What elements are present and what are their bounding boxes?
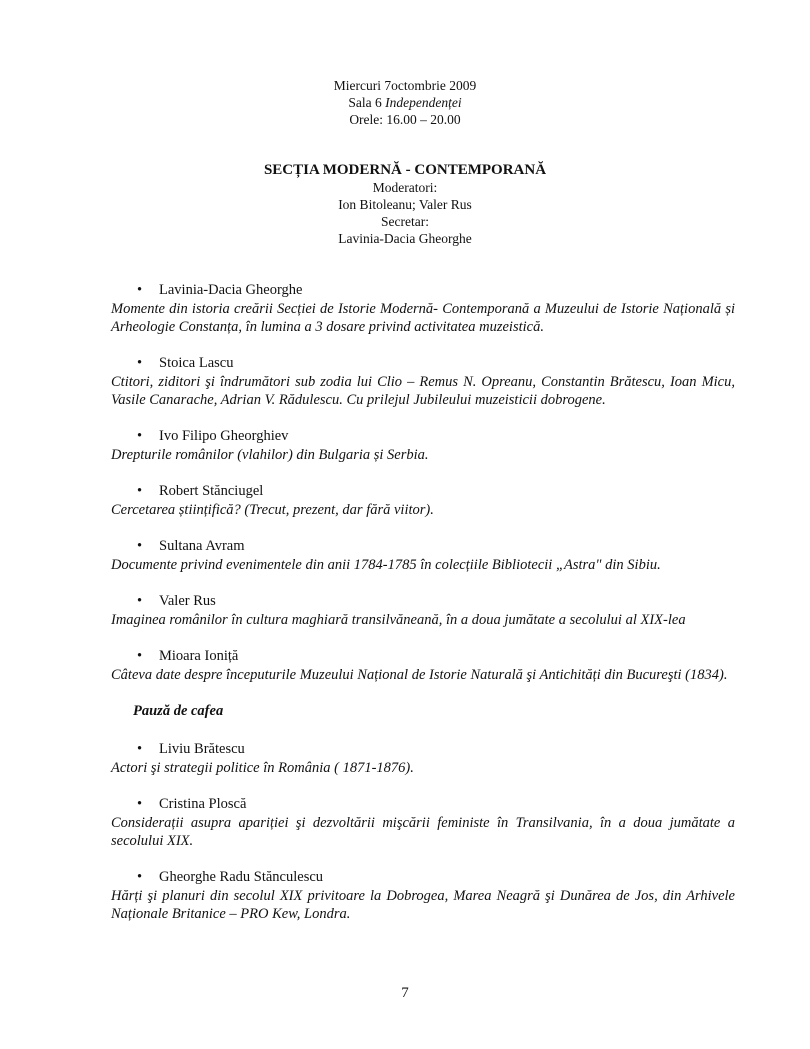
session-date: Miercuri 7octombrie 2009 [333,78,477,93]
presentation-entry [111,427,735,464]
speaker-name: Ivo Filipo Gheorghiev [159,428,289,444]
presentation-entry [111,868,735,923]
room-name: Independenței [385,95,462,110]
bullet-icon: • [137,593,143,609]
session-hours: Orele: 16.00 – 20.00 [349,112,461,127]
speaker-line [111,647,735,666]
bullet-icon: • [137,741,143,757]
paper-title: Imaginea românilor în cultura maghiară transilvăneană, în a doua jumătate a secolului al XIX-lea [111,612,686,628]
speaker-name: Cristina Ploscă [159,796,247,812]
presentation-group-1 [111,281,735,684]
presentation-list [111,281,735,941]
speaker-line [111,354,735,373]
bullet-icon: • [137,428,143,444]
speaker-name: Lavinia-Dacia Gheorghe [159,282,303,298]
secretary-name: Lavinia-Dacia Gheorghe [338,231,472,246]
paper-title: Considerații asupra apariției şi dezvoltării mişcării feministe în Transilvania, în a doua jumătate a secolului XIX. [111,815,735,849]
coffee-break: Pauză de cafea [133,703,224,719]
bullet-icon: • [137,869,143,885]
paper-title: Hărți şi planuri din secolul XIX privitoare la Dobrogea, Marea Neagră şi Dunărea de Jos, din Arhivele Naționale Britanice – PRO Kew, Londra. [111,888,735,922]
session-header [0,77,810,128]
speaker-name: Valer Rus [159,593,216,609]
paper-title: Momente din istoria creării Secției de Istorie Modernă- Contemporană a Muzeului de Istorie Națională și Arheologie Constanța, în lumina a 3 dosare privind activitatea muzeistică. [111,301,735,335]
presentation-entry [111,537,735,574]
speaker-name: Gheorghe Radu Stănculescu [159,869,324,885]
session-room [0,94,810,111]
bullet-icon: • [137,648,143,664]
bullet-icon: • [137,282,143,298]
room-prefix: Sala 6 [348,95,386,110]
speaker-name: Liviu Brătescu [159,741,245,757]
speaker-line [111,740,735,759]
presentation-entry [111,795,735,850]
presentation-entry [111,740,735,777]
speaker-line [111,868,735,887]
presentation-entry [111,281,735,336]
speaker-line [111,537,735,556]
section-title: SECȚIA MODERNĂ - CONTEMPORANĂ [263,162,547,178]
presentation-entry [111,482,735,519]
speaker-line [111,281,735,300]
page-number: 7 [401,985,409,1001]
paper-title: Câteva date despre începuturile Muzeului Național de Istorie Naturală şi Antichități din Bucureşti (1834). [111,667,728,683]
speaker-line [111,795,735,814]
bullet-icon: • [137,796,143,812]
paper-title: Documente privind evenimentele din anii 1784-1785 în colecțiile Bibliotecii „Astra" din Sibiu. [111,557,661,573]
bullet-icon: • [137,355,143,371]
presentation-entry [111,592,735,629]
bullet-icon: • [137,483,143,499]
moderators-names: Ion Bitoleanu; Valer Rus [338,197,472,212]
speaker-name: Mioara Ioniță [159,648,239,664]
speaker-line [111,482,735,501]
speaker-name: Robert Stănciugel [159,483,264,499]
speaker-line [111,592,735,611]
presentation-entry [111,647,735,684]
section-header [0,161,810,247]
presentation-entry [111,354,735,409]
paper-title: Ctitori, ziditori şi îndrumători sub zodia lui Clio – Remus N. Opreanu, Constantin Brătescu, Ioan Micu, Vasile Canarache, Adrian V. Rădulescu. Cu prilejul Jubileului muzeisticii dobrogene. [111,374,735,408]
presentation-group-2 [111,740,735,923]
moderators-label: Moderatori: [372,180,438,195]
speaker-name: Sultana Avram [159,538,245,554]
paper-title: Cercetarea științifică? (Trecut, prezent, dar fără viitor). [111,502,434,518]
secretary-label: Secretar: [381,214,429,229]
speaker-line [111,427,735,446]
paper-title: Actori şi strategii politice în România ( 1871-1876). [111,760,414,776]
speaker-name: Stoica Lascu [159,355,234,371]
paper-title: Drepturile românilor (vlahilor) din Bulgaria și Serbia. [111,447,429,463]
bullet-icon: • [137,538,143,554]
